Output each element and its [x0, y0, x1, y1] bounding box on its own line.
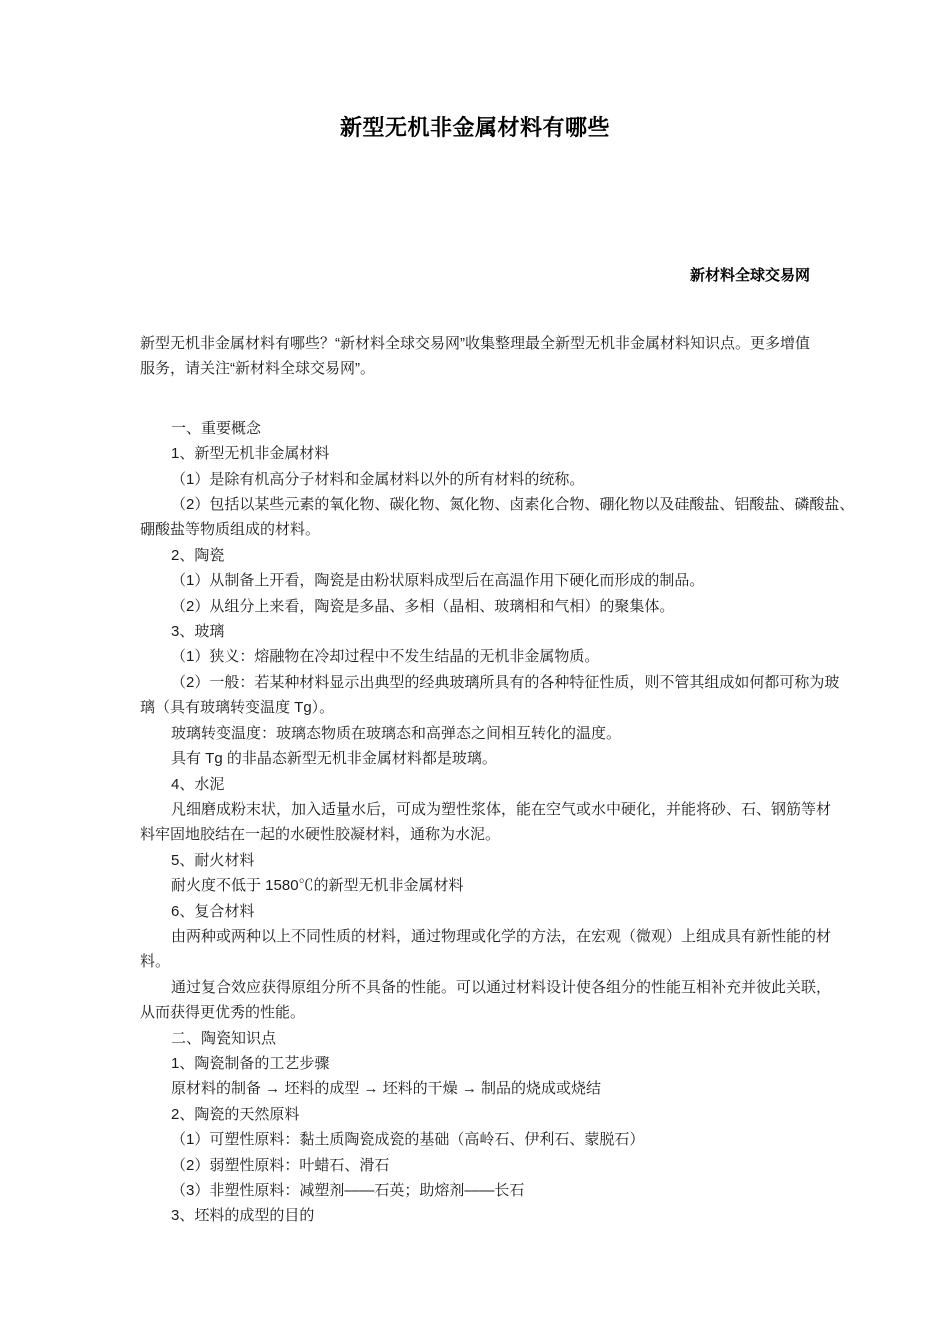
body-line: 一、重要概念	[171, 419, 262, 437]
body-line: 服务，请关注“新材料全球交易网”。	[140, 360, 375, 378]
body-line: 耐火度不低于 1580℃的新型无机非金属材料	[171, 877, 464, 895]
body-line: 3、坯料的成型的目的	[171, 1207, 315, 1225]
body-line: 凡细磨成粉末状，加入适量水后，可成为塑性浆体，能在空气或水中硬化，并能将砂、石、钢筋等材	[171, 800, 832, 818]
body-line: 料牢固地胶结在一起的水硬性胶凝材料，通称为水泥。	[140, 826, 501, 844]
body-line: 1、陶瓷制备的工艺步骤	[171, 1054, 330, 1072]
body-line: 6、复合材料	[171, 902, 255, 920]
body-line: （3）非塑性原料：减塑剂——石英；助熔剂——长石	[171, 1182, 525, 1199]
body-line: 5、耐火材料	[171, 851, 255, 869]
body-line: 2、陶瓷的天然原料	[171, 1105, 300, 1123]
body-line: （1）是除有机高分子材料和金属材料以外的所有材料的统称。	[171, 470, 585, 488]
body-line: 原材料的制备 → 坯料的成型 → 坯料的干燥 → 制品的烧成或烧结	[171, 1080, 602, 1098]
body-line: （2）一般：若某种材料显示出典型的经典玻璃所具有的各种特征性质，则不管其组成如何都可称为玻	[171, 673, 840, 691]
body-line: 二、陶瓷知识点	[171, 1029, 277, 1047]
body-line: 4、水泥	[171, 775, 225, 793]
body-line: 新型无机非金属材料有哪些？“新材料全球交易网”收集整理最全新型无机非金属材料知识点。更多增值	[140, 335, 810, 352]
body-line: 1、新型无机非金属材料	[171, 445, 330, 463]
body-line: （1）可塑性原料：黏土质陶瓷成瓷的基础（高岭石、伊利石、蒙脱石）	[171, 1131, 645, 1149]
document-title: 新型无机非金属材料有哪些	[339, 115, 610, 140]
body-line: （2）包括以某些元素的氧化物、碳化物、氮化物、卤素化合物、硼化物以及硅酸盐、铝酸盐、磷酸盐、	[171, 496, 855, 514]
body-line: 从而获得更优秀的性能。	[140, 1004, 306, 1022]
body-line: 2、陶瓷	[171, 546, 225, 564]
body-line: （1）狭义：熔融物在冷却过程中不发生结晶的无机非金属物质。	[171, 648, 600, 666]
body-line: 玻璃转变温度：玻璃态物质在玻璃态和高弹态之间相互转化的温度。	[171, 724, 622, 742]
body-line: （2）从组分上来看，陶瓷是多晶、多相（晶相、玻璃相和气相）的聚集体。	[171, 597, 675, 615]
body-line: 由两种或两种以上不同性质的材料，通过物理或化学的方法，在宏观（微观）上组成具有新性能的材	[171, 927, 832, 945]
body-line: （1）从制备上开看，陶瓷是由粉状原料成型后在高温作用下硬化而形成的制品。	[171, 572, 705, 590]
body-line: 硼酸盐等物质组成的材料。	[140, 521, 321, 539]
body-line: （2）弱塑性原料：叶蜡石、滑石	[171, 1156, 390, 1174]
body-line: 通过复合效应获得原组分所不具备的性能。可以通过材料设计使各组分的性能互相补充并彼此关联，	[171, 978, 832, 996]
document-body	[140, 331, 855, 1229]
body-line: 料。	[140, 953, 171, 971]
body-line: 3、玻璃	[171, 623, 225, 641]
brand-name: 新材料全球交易网	[689, 267, 810, 284]
body-line: 璃（具有玻璃转变温度 Tg）。	[140, 699, 335, 717]
body-line: 具有 Tg 的非晶态新型无机非金属材料都是玻璃。	[171, 750, 497, 768]
